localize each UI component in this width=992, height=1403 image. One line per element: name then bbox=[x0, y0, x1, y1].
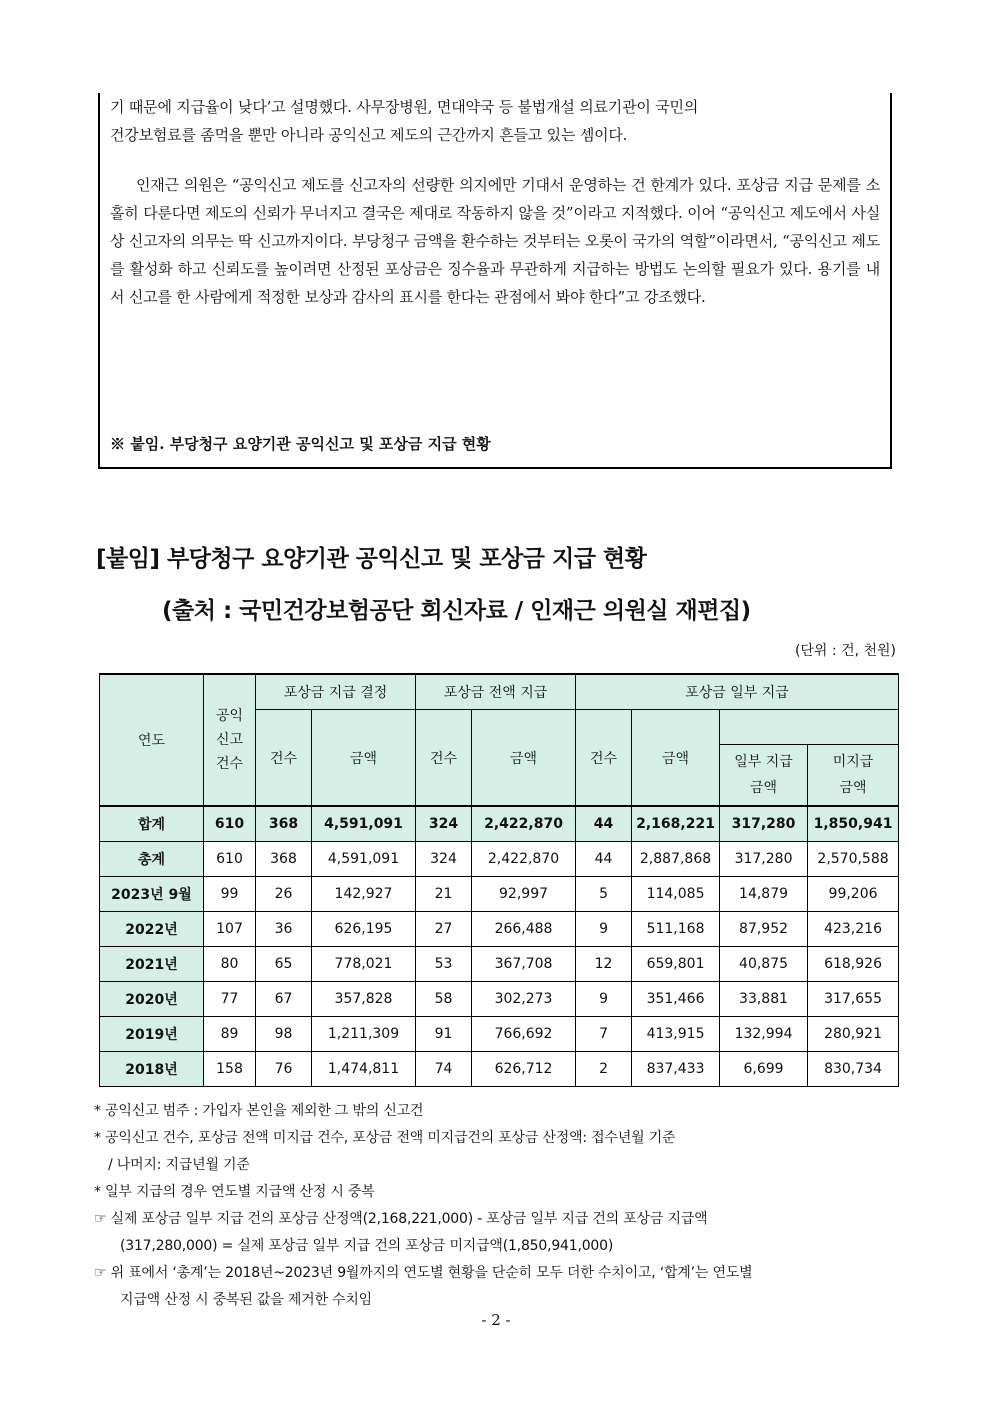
table-cell-reports: 158 bbox=[204, 1052, 256, 1087]
table-cell-full-cnt: 53 bbox=[416, 947, 472, 982]
table-cell-dec-amt: 357,828 bbox=[312, 982, 416, 1017]
table-cell-part-unpaid: 280,921 bbox=[808, 1017, 899, 1052]
table-cell-part-amt: 351,466 bbox=[632, 982, 720, 1017]
table-cell-reports: 99 bbox=[204, 877, 256, 912]
article-paragraph-1-line-2: 건강보험료를 좀먹을 뿐만 아니라 공익신고 제도의 근간까지 흔들고 있는 셈이다. bbox=[110, 126, 628, 144]
table-cell-part-amt: 2,168,221 bbox=[632, 806, 720, 842]
table-cell-reports: 89 bbox=[204, 1017, 256, 1052]
table-cell-part-unpaid: 317,655 bbox=[808, 982, 899, 1017]
table-cell-full-amt: 766,692 bbox=[472, 1017, 576, 1052]
table-row bbox=[100, 947, 899, 982]
table-cell-full-cnt: 27 bbox=[416, 912, 472, 947]
header-decision-amount: 금액 bbox=[312, 710, 416, 807]
table-cell-part-amt: 837,433 bbox=[632, 1052, 720, 1087]
footnote-line: * 공익신고 범주 : 가입자 본인을 제외한 그 밖의 신고건 bbox=[94, 1103, 424, 1119]
table-cell-year: 2021년 bbox=[100, 947, 204, 982]
table-cell-part-amt: 511,168 bbox=[632, 912, 720, 947]
table-cell-part-unpaid: 2,570,588 bbox=[808, 842, 899, 877]
table-cell-dec-cnt: 76 bbox=[256, 1052, 312, 1087]
table-cell-part-amt: 114,085 bbox=[632, 877, 720, 912]
table-cell-full-amt: 92,997 bbox=[472, 877, 576, 912]
table-cell-part-unpaid: 1,850,941 bbox=[808, 806, 899, 842]
footnotes bbox=[94, 1098, 899, 1314]
table-cell-dec-amt: 626,195 bbox=[312, 912, 416, 947]
table-cell-full-cnt: 74 bbox=[416, 1052, 472, 1087]
table-cell-year: 2020년 bbox=[100, 982, 204, 1017]
table-cell-full-cnt: 58 bbox=[416, 982, 472, 1017]
header-partial-payment: 포상금 일부 지급 bbox=[576, 674, 899, 710]
footnote-line: 지급액 산정 시 중복된 값을 제거한 수치임 bbox=[120, 1292, 373, 1308]
table-cell-part-cnt: 5 bbox=[576, 877, 632, 912]
header-partial-unpaid: 미지급 금액 bbox=[808, 745, 899, 807]
page-number: - 2 - bbox=[481, 1311, 511, 1329]
table-row bbox=[100, 806, 899, 842]
table-cell-part-cnt: 9 bbox=[576, 912, 632, 947]
article-paragraph-2: 인재근 의원은 “공익신고 제도를 신고자의 선량한 의지에만 기대서 운영하는 건 한계가 있다. 포상금 지급 문제를 소홀히 다룬다면 제도의 신뢰가 무너지고 결국은 제대로 작동하지 않을 것”이라고 지적했다. 이어 “공익신고 제도에서 사실상 신고자의 의무는 딱 신고까지이다. 부당청구 금액을 환수하는 것부터는 오롯이 국가의 역할”이라면서, “공익신고 제도를 활성화 하고 신뢰도를 높이려면 산정된 포상금은 징수율과 무관하게 지급하는 방법도 논의할 필요가 있다. 용기를 내서 신고를 한 사람에게 적정한 보상과 감사의 표시를 한다는 관점에서 봐야 한다”고 강조했다. bbox=[110, 176, 880, 306]
table-cell-dec-amt: 1,211,309 bbox=[312, 1017, 416, 1052]
table-cell-part-paid: 317,280 bbox=[720, 842, 808, 877]
section-source: (출처 : 국민건강보험공단 회신자료 / 인재근 의원실 재편집) bbox=[162, 598, 751, 624]
table-cell-part-cnt: 9 bbox=[576, 982, 632, 1017]
table-cell-year: 총계 bbox=[100, 842, 204, 877]
footnote-line: ☞ 위 표에서 ‘총계’는 2018년~2023년 9월까지의 연도별 현황을 단순히 모두 더한 수치이고, ‘합계’는 연도별 bbox=[94, 1265, 753, 1281]
table-cell-part-amt: 2,887,868 bbox=[632, 842, 720, 877]
table-cell-year: 2022년 bbox=[100, 912, 204, 947]
table-cell-full-amt: 266,488 bbox=[472, 912, 576, 947]
header-decision: 포상금 지급 결정 bbox=[256, 674, 416, 710]
table-cell-part-unpaid: 99,206 bbox=[808, 877, 899, 912]
table-cell-dec-cnt: 36 bbox=[256, 912, 312, 947]
table-cell-part-cnt: 7 bbox=[576, 1017, 632, 1052]
table-cell-full-cnt: 324 bbox=[416, 806, 472, 842]
table-cell-dec-cnt: 65 bbox=[256, 947, 312, 982]
table-cell-year: 2018년 bbox=[100, 1052, 204, 1087]
table-cell-part-paid: 132,994 bbox=[720, 1017, 808, 1052]
table-cell-part-paid: 87,952 bbox=[720, 912, 808, 947]
header-decision-count: 건수 bbox=[256, 710, 312, 807]
article-paragraph-1-line-1: 기 때문에 지급율이 낮다’고 설명했다. 사무장병원, 면대약국 등 불법개설 의료기관이 국민의 bbox=[110, 98, 699, 116]
table-cell-dec-cnt: 368 bbox=[256, 842, 312, 877]
table-cell-part-paid: 33,881 bbox=[720, 982, 808, 1017]
table-cell-full-amt: 626,712 bbox=[472, 1052, 576, 1087]
table-cell-dec-amt: 778,021 bbox=[312, 947, 416, 982]
header-partial-amount: 금액 bbox=[632, 710, 720, 807]
table-cell-part-cnt: 2 bbox=[576, 1052, 632, 1087]
header-year: 연도 bbox=[100, 674, 204, 806]
header-partial-paid: 일부 지급 금액 bbox=[720, 745, 808, 807]
table-cell-part-amt: 413,915 bbox=[632, 1017, 720, 1052]
table-row bbox=[100, 842, 899, 877]
table-cell-dec-cnt: 67 bbox=[256, 982, 312, 1017]
table-row bbox=[100, 982, 899, 1017]
table-cell-full-cnt: 91 bbox=[416, 1017, 472, 1052]
table-row bbox=[100, 912, 899, 947]
header-partial-count: 건수 bbox=[576, 710, 632, 807]
attachment-note: ※ 붙임. 부당청구 요양기관 공익신고 및 포상금 지급 현황 bbox=[110, 435, 491, 453]
header-full-amount: 금액 bbox=[472, 710, 576, 807]
table-cell-full-amt: 367,708 bbox=[472, 947, 576, 982]
table-cell-dec-cnt: 368 bbox=[256, 806, 312, 842]
reward-table bbox=[99, 673, 899, 1087]
table-cell-part-unpaid: 830,734 bbox=[808, 1052, 899, 1087]
table-cell-dec-amt: 4,591,091 bbox=[312, 842, 416, 877]
table-cell-dec-cnt: 26 bbox=[256, 877, 312, 912]
footnote-line: ☞ 실제 포상금 일부 지급 건의 포상금 산정액(2,168,221,000) - 포상금 일부 지급 건의 포상금 지급액 bbox=[94, 1211, 708, 1227]
table-cell-dec-cnt: 98 bbox=[256, 1017, 312, 1052]
article-box bbox=[98, 93, 892, 469]
table-cell-dec-amt: 142,927 bbox=[312, 877, 416, 912]
table-row bbox=[100, 877, 899, 912]
section-title: [붙임] 부당청구 요양기관 공익신고 및 포상금 지급 현황 bbox=[96, 546, 647, 572]
table-cell-full-cnt: 324 bbox=[416, 842, 472, 877]
header-partial-blank bbox=[720, 710, 899, 745]
table-row bbox=[100, 1052, 899, 1087]
table-cell-part-paid: 6,699 bbox=[720, 1052, 808, 1087]
table-cell-full-amt: 2,422,870 bbox=[472, 806, 576, 842]
table-cell-year: 2019년 bbox=[100, 1017, 204, 1052]
table-cell-full-amt: 2,422,870 bbox=[472, 842, 576, 877]
table-body bbox=[100, 806, 899, 1087]
table-cell-part-paid: 40,875 bbox=[720, 947, 808, 982]
table-cell-full-amt: 302,273 bbox=[472, 982, 576, 1017]
table-cell-full-cnt: 21 bbox=[416, 877, 472, 912]
table-cell-year: 합계 bbox=[100, 806, 204, 842]
header-full-count: 건수 bbox=[416, 710, 472, 807]
footnote-line: * 일부 지급의 경우 연도별 지급액 산정 시 중복 bbox=[94, 1184, 375, 1200]
table-cell-part-cnt: 12 bbox=[576, 947, 632, 982]
table-cell-reports: 77 bbox=[204, 982, 256, 1017]
table-cell-year: 2023년 9월 bbox=[100, 877, 204, 912]
table-row bbox=[100, 1017, 899, 1052]
paragraph-gap bbox=[110, 149, 880, 171]
table-cell-dec-amt: 1,474,811 bbox=[312, 1052, 416, 1087]
table-cell-reports: 107 bbox=[204, 912, 256, 947]
table-cell-part-unpaid: 618,926 bbox=[808, 947, 899, 982]
header-full-payment: 포상금 전액 지급 bbox=[416, 674, 576, 710]
table-cell-part-unpaid: 423,216 bbox=[808, 912, 899, 947]
table-cell-reports: 610 bbox=[204, 806, 256, 842]
footnote-line: * 공익신고 건수, 포상금 전액 미지급 건수, 포상금 전액 미지급건의 포상금 산정액: 접수년월 기준 bbox=[94, 1130, 676, 1146]
table-cell-part-paid: 14,879 bbox=[720, 877, 808, 912]
footnote-line: / 나머지: 지급년월 기준 bbox=[108, 1157, 250, 1173]
table-cell-part-cnt: 44 bbox=[576, 842, 632, 877]
table-cell-dec-amt: 4,591,091 bbox=[312, 806, 416, 842]
footnote-line: (317,280,000) = 실제 포상금 일부 지급 건의 포상금 미지급액(1,850,941,000) bbox=[120, 1238, 614, 1254]
table-cell-reports: 610 bbox=[204, 842, 256, 877]
table-cell-part-paid: 317,280 bbox=[720, 806, 808, 842]
table-cell-reports: 80 bbox=[204, 947, 256, 982]
header-reports: 공익 신고 건수 bbox=[204, 674, 256, 806]
table-cell-part-cnt: 44 bbox=[576, 806, 632, 842]
table-cell-part-amt: 659,801 bbox=[632, 947, 720, 982]
unit-label: (단위 : 건, 천원) bbox=[794, 643, 896, 659]
